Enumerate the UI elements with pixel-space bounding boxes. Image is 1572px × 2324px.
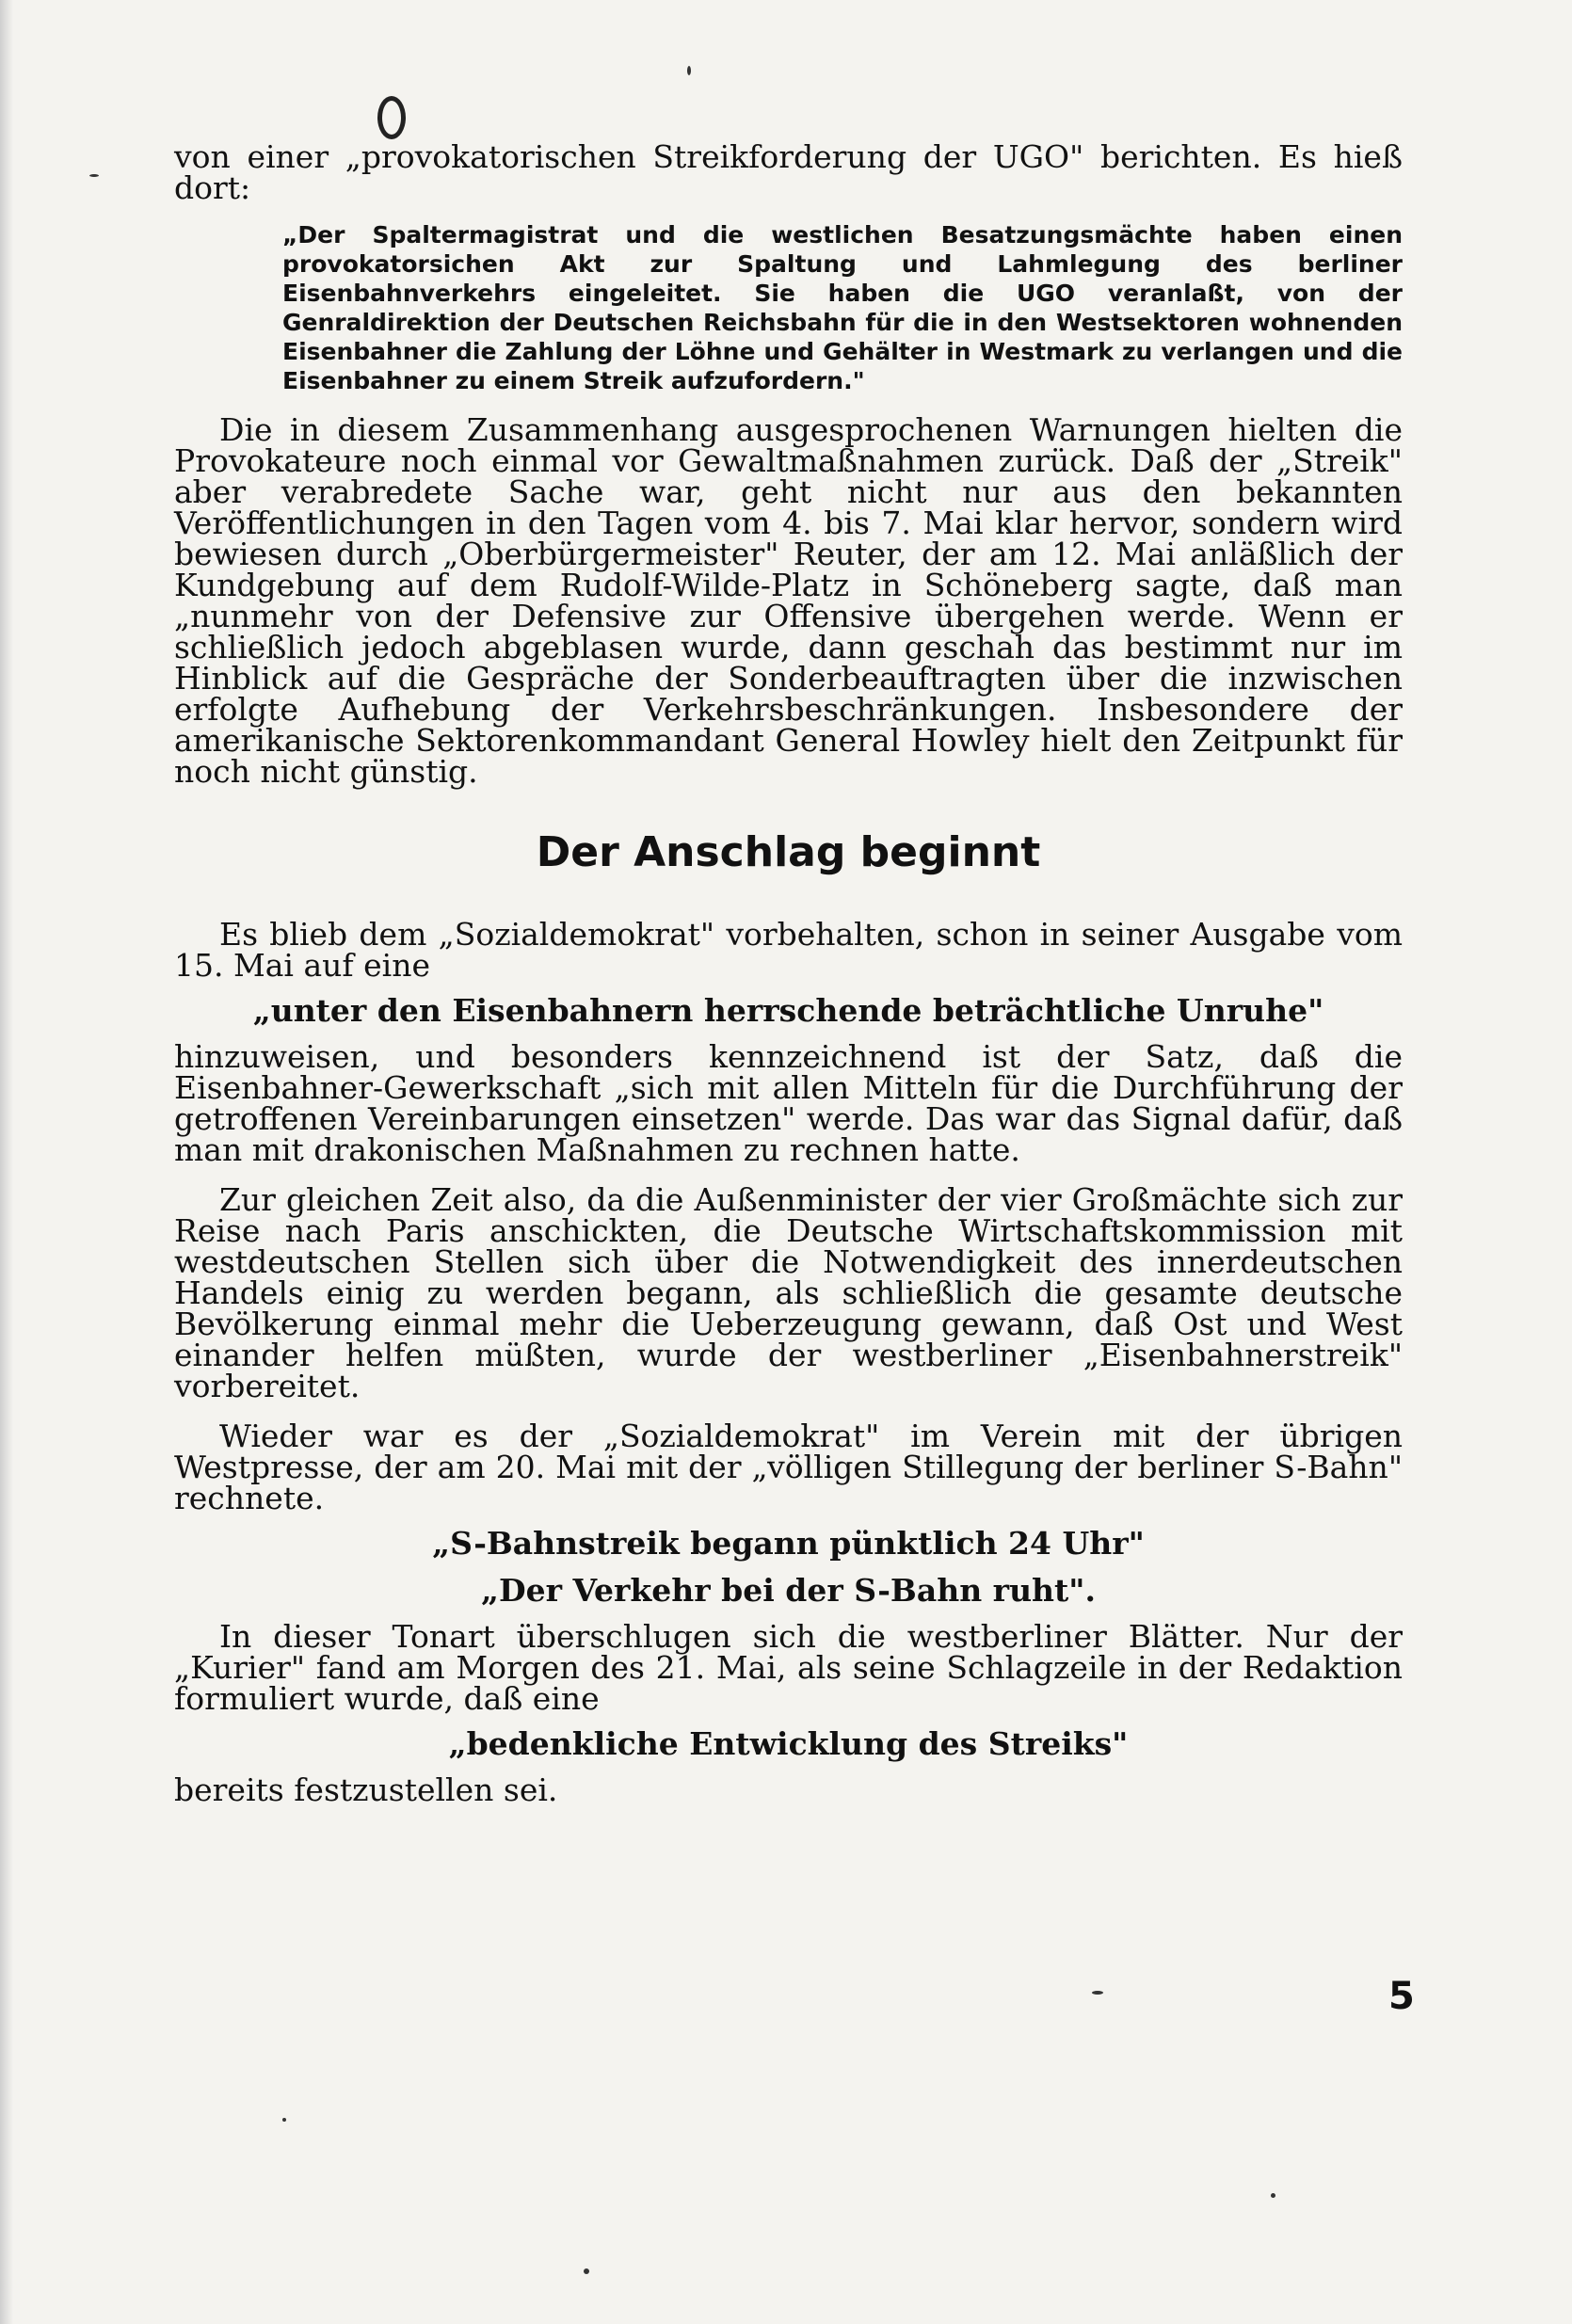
quote-verkehr-ruht: „Der Verkehr bei der S-Bahn ruht". (481, 1572, 1096, 1609)
punch-hole-mark (377, 96, 406, 139)
paragraph-4: hinzuweisen, und besonders kennzeichnend ist der Satz, daß die Eisenbahner-Gewerkschaft „sich mit allen Mitteln für die Durchführung der getroffenen Vereinbarungen einsetzen" werde. Das war das Signal dafür, daß man mit drakonischen Maßnahmen zu rechnen hatte. (174, 1038, 1403, 1168)
page-edge-shadow (0, 0, 13, 2324)
paragraph-6: Wieder war es der „Sozialdemokrat" im Verein mit der übrigen Westpresse, der am 20. Mai mit der „völligen Stillegung der berliner S-Bahn" rechnete. (174, 1418, 1403, 1516)
quote-s-bahnstreik: „S-Bahnstreik begann pünktlich 24 Uhr" (432, 1525, 1145, 1562)
scan-speck (584, 2268, 589, 2274)
scan-speck (282, 2118, 286, 2122)
scan-speck (1271, 2193, 1275, 2198)
scan-speck (89, 174, 99, 177)
paragraph-3: Es blieb dem „Sozialdemokrat" vorbehalten, schon in seiner Ausgabe vom 15. Mai auf eine (174, 916, 1403, 984)
quote-entwicklung: „bedenkliche Entwicklung des Streiks" (448, 1725, 1129, 1762)
scan-speck (687, 66, 691, 75)
paragraph-8: bereits festzustellen sei. (174, 1771, 558, 1808)
paragraph-5: Zur gleichen Zeit also, da die Außenminister der vier Großmächte sich zur Reise nach Paris anschickten, die Deutsche Wirtschaftskommission mit westdeutschen Stellen sich über die Notwendigkeit des innerdeutschen Handels einig zu werden begann, als schließlich die gesamte deutsche Bevölkerung einmal mehr die Ueberzeugung gewann, daß Ost und West einander helfen müßten, wurde der westberliner „Eisenbahnerstreik" vorbereitet. (174, 1181, 1403, 1404)
page-content (174, 138, 1403, 1808)
paragraph-2: Die in diesem Zusammenhang ausgesprochenen Warnungen hielten die Provokateure noch einmal vor Gewaltmaßnahmen zurück. Daß der „Streik" aber verabredete Sache war, geht nicht nur aus den bekannten Veröffentlichungen in den Tagen vom 4. bis 7. Mai klar hervor, sondern wird bewiesen durch „Oberbürgermeister" Reuter, der am 12. Mai anläßlich der Kundgebung auf dem Rudolf-Wilde-Platz in Schöneberg sagte, daß man „nunmehr von der Defensive zur Offensive übergehen werde. Wenn er schließlich jedoch abgeblasen wurde, dann geschah das bestimmt nur im Hinblick auf die Gespräche der Sonderbeauftragten über die inzwischen erfolgte Aufhebung der Verkehrsbeschränkungen. Insbesondere der amerikanische Sektorenkommandant General Howley hielt den Zeitpunkt für noch nicht günstig. (174, 411, 1403, 790)
scan-speck (1092, 1991, 1103, 1995)
section-heading: Der Anschlag beginnt (536, 828, 1041, 876)
page-number: 5 (1388, 1975, 1415, 2018)
paragraph-7: In dieser Tonart überschlugen sich die westberliner Blätter. Nur der „Kurier" fand am Morgen des 21. Mai, als seine Schlagzeile in der Redaktion formuliert wurde, daß eine (174, 1618, 1403, 1717)
paragraph-1: von einer „provokatorischen Streikforderung der UGO" berichten. Es hieß dort: (174, 138, 1403, 206)
block-quote-ugo: „Der Spaltermagistrat und die westlichen Besatzungsmächte haben einen provokatorsichen Akt zur Spaltung und Lahmlegung des berliner Eisenbahnverkehrs eingeleitet. Sie haben die UGO veranlaßt, von der Genraldirektion der Deutschen Reichsbahn für die in den Westsektoren wohnenden Eisenbahner die Zahlung der Löhne und Gehälter in Westmark zu verlangen und die Eisenbahner zu einem Streik aufzufordern." (282, 221, 1403, 394)
quote-unruhe: „unter den Eisenbahnern herrschende beträchtliche Unruhe" (252, 992, 1324, 1029)
